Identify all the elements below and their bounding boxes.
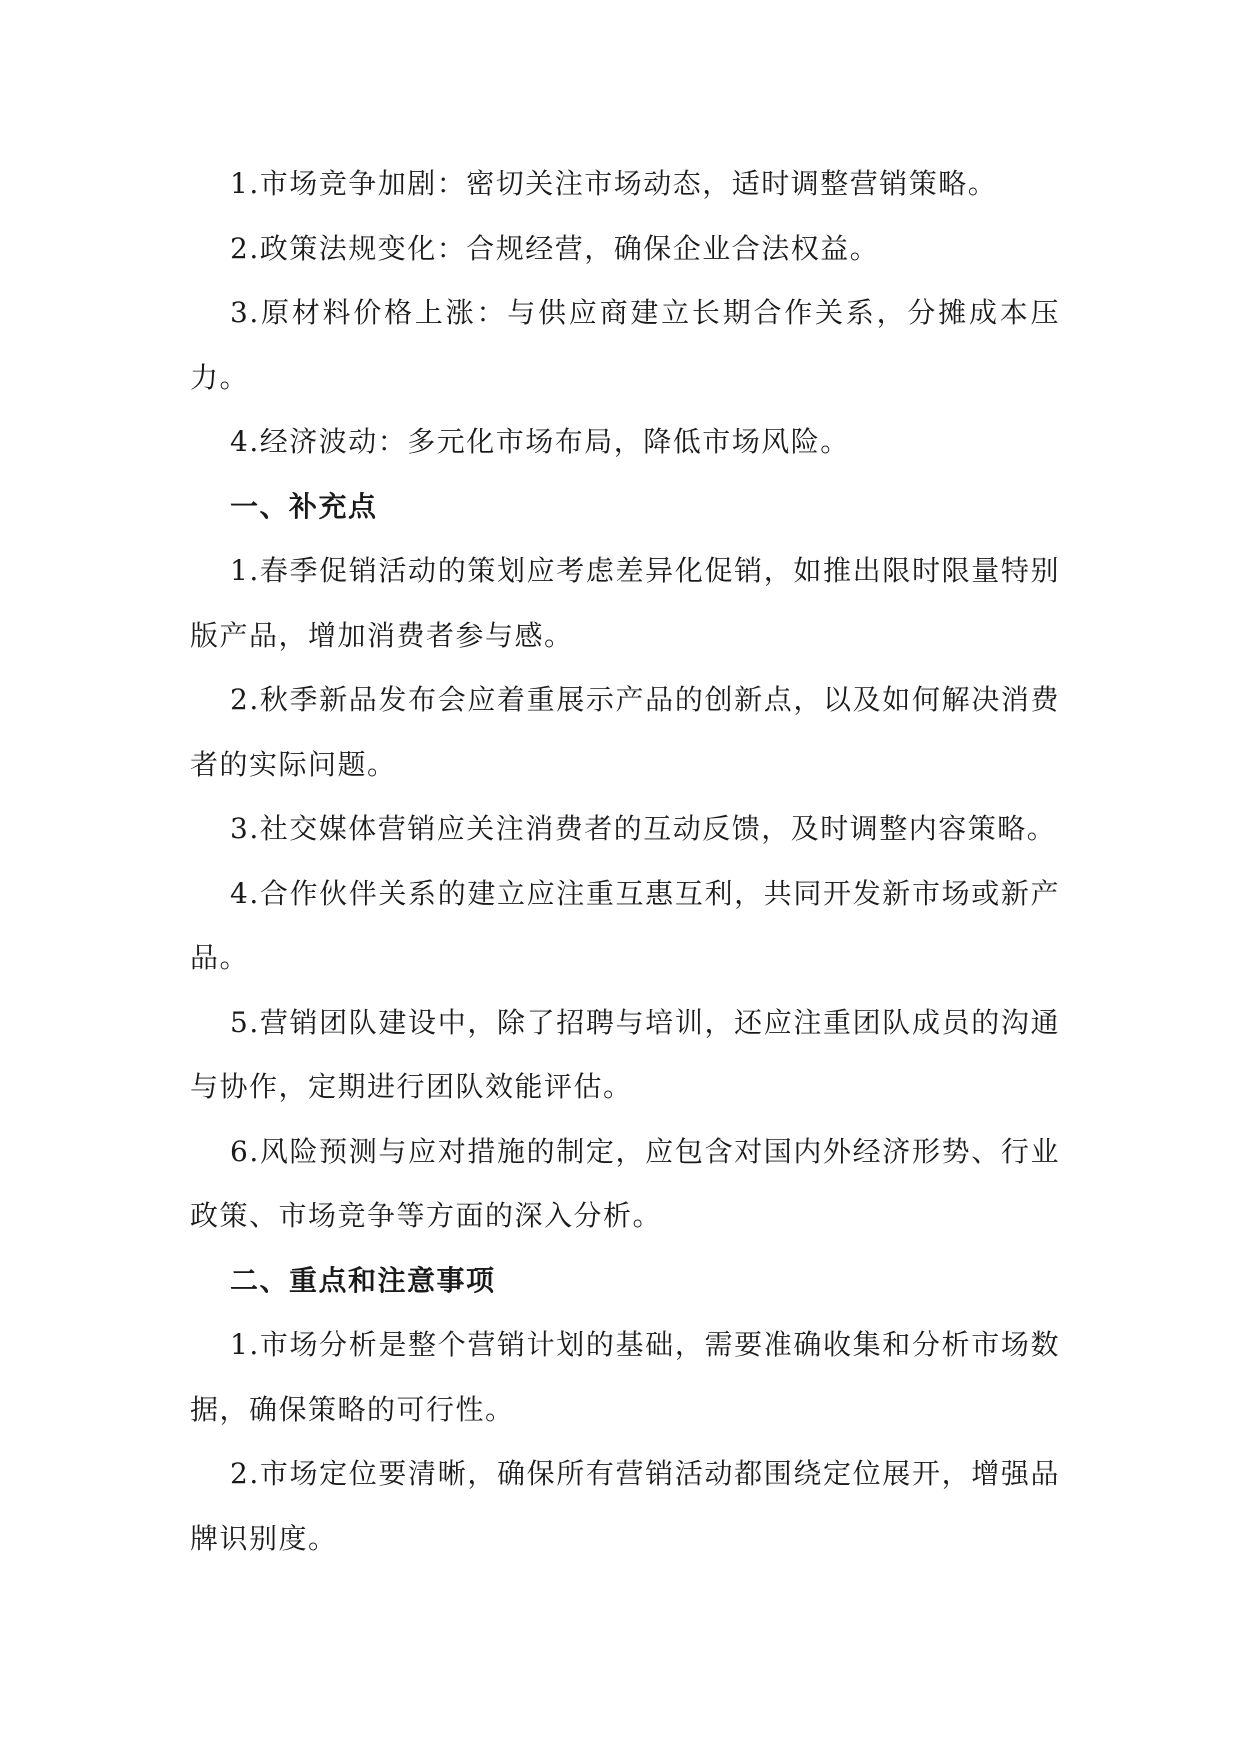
risk-item-1: 1.市场竞争加剧：密切关注市场动态，适时调整营销策略。: [230, 167, 998, 200]
document-body: [190, 152, 1060, 1571]
section-heading-key-points: 二、重点和注意事项: [230, 1263, 496, 1297]
supplement-item-6: 6.风险预测与应对措施的制定，应包含对国内外经济形势、行业政策、市场竞争等方面的深入分析。: [190, 1134, 1060, 1232]
supplement-item-5: 5.营销团队建设中，除了招聘与培训，还应注重团队成员的沟通与协作，定期进行团队效能评估。: [190, 1005, 1060, 1103]
key-point-item-2: 2.市场定位要清晰，确保所有营销活动都围绕定位展开，增强品牌识别度。: [190, 1457, 1060, 1555]
supplement-item-1: 1.春季促销活动的策划应考虑差异化促销，如推出限时限量特别版产品，增加消费者参与感。: [190, 554, 1060, 652]
supplement-item-4: 4.合作伙伴关系的建立应注重互惠互利，共同开发新市场或新产品。: [190, 876, 1060, 974]
risk-item-4: 4.经济波动：多元化市场布局，降低市场风险。: [230, 425, 850, 458]
risk-item-2: 2.政策法规变化：合规经营，确保企业合法权益。: [230, 231, 880, 265]
key-point-item-1: 1.市场分析是整个营销计划的基础，需要准确收集和分析市场数据，确保策略的可行性。: [190, 1328, 1060, 1426]
supplement-item-3: 3.社交媒体营销应关注消费者的互动反馈，及时调整内容策略。: [230, 812, 1057, 845]
section-heading-supplement: 一、补充点: [230, 489, 378, 523]
risk-item-3: 3.原材料价格上涨：与供应商建立长期合作关系，分摊成本压力。: [190, 296, 1060, 394]
supplement-item-2: 2.秋季新品发布会应着重展示产品的创新点，以及如何解决消费者的实际问题。: [190, 683, 1060, 781]
